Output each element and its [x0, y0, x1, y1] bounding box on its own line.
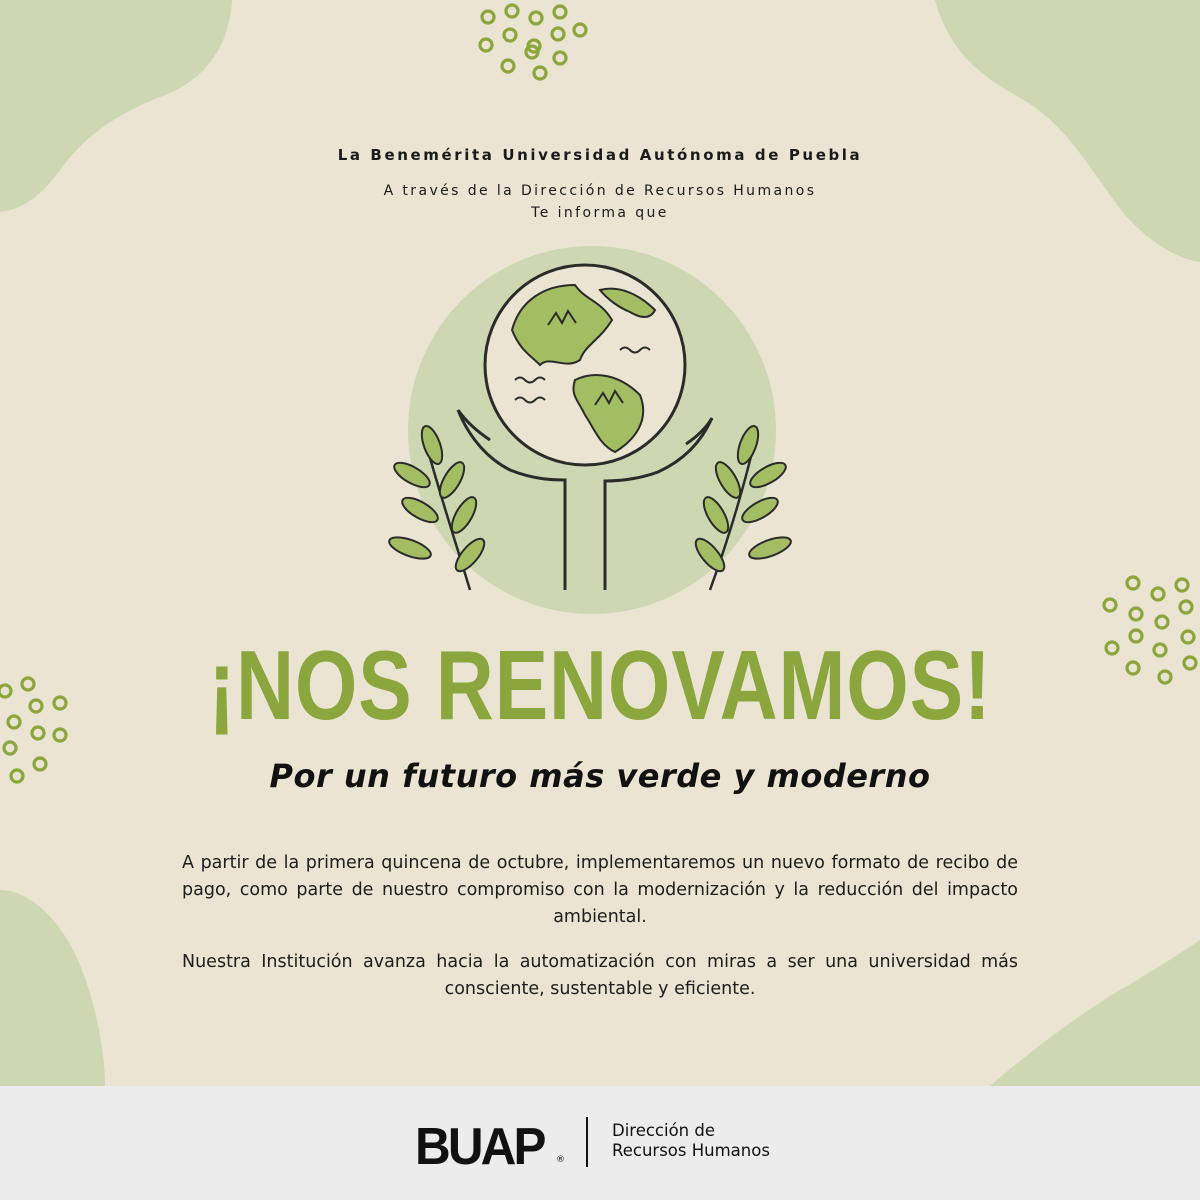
buap-logo: BUAP	[415, 1118, 544, 1176]
informs-line: Te informa que	[531, 205, 669, 221]
blob-bottom-left	[0, 890, 105, 1086]
institution-name: La Benemérita Universidad Autónoma de Puebla	[337, 146, 863, 164]
dots-top	[480, 5, 586, 79]
registered-mark: ®	[556, 1155, 565, 1165]
header-subtitle	[0, 180, 1200, 224]
through-department-line: A través de la Dirección de Recursos Humanos	[383, 183, 817, 199]
body-paragraph-1: A partir de la primera quincena de octubre, implementaremos un nuevo formato de recibo de pago, como parte de nuestro compromiso con la modernización y la reducción del impacto ambiental.	[182, 853, 1018, 927]
footer-bar	[0, 1086, 1200, 1200]
dots-right	[1104, 577, 1196, 683]
announcement-body	[182, 850, 1018, 1021]
globe-in-hands-illustration	[387, 246, 794, 614]
footer-divider	[586, 1117, 588, 1167]
department-line-1: Dirección de	[612, 1121, 716, 1140]
department-name	[612, 1121, 770, 1161]
main-headline: ¡NOS RENOVAMOS!	[208, 630, 992, 740]
body-paragraph-2: Nuestra Institución avanza hacia la automatización con miras a ser una universidad más consciente, sustentable y eficiente.	[182, 952, 1018, 999]
department-line-2: Recursos Humanos	[612, 1141, 770, 1160]
blob-bottom-right	[990, 940, 1200, 1086]
subheadline: Por un futuro más verde y moderno	[269, 757, 931, 795]
